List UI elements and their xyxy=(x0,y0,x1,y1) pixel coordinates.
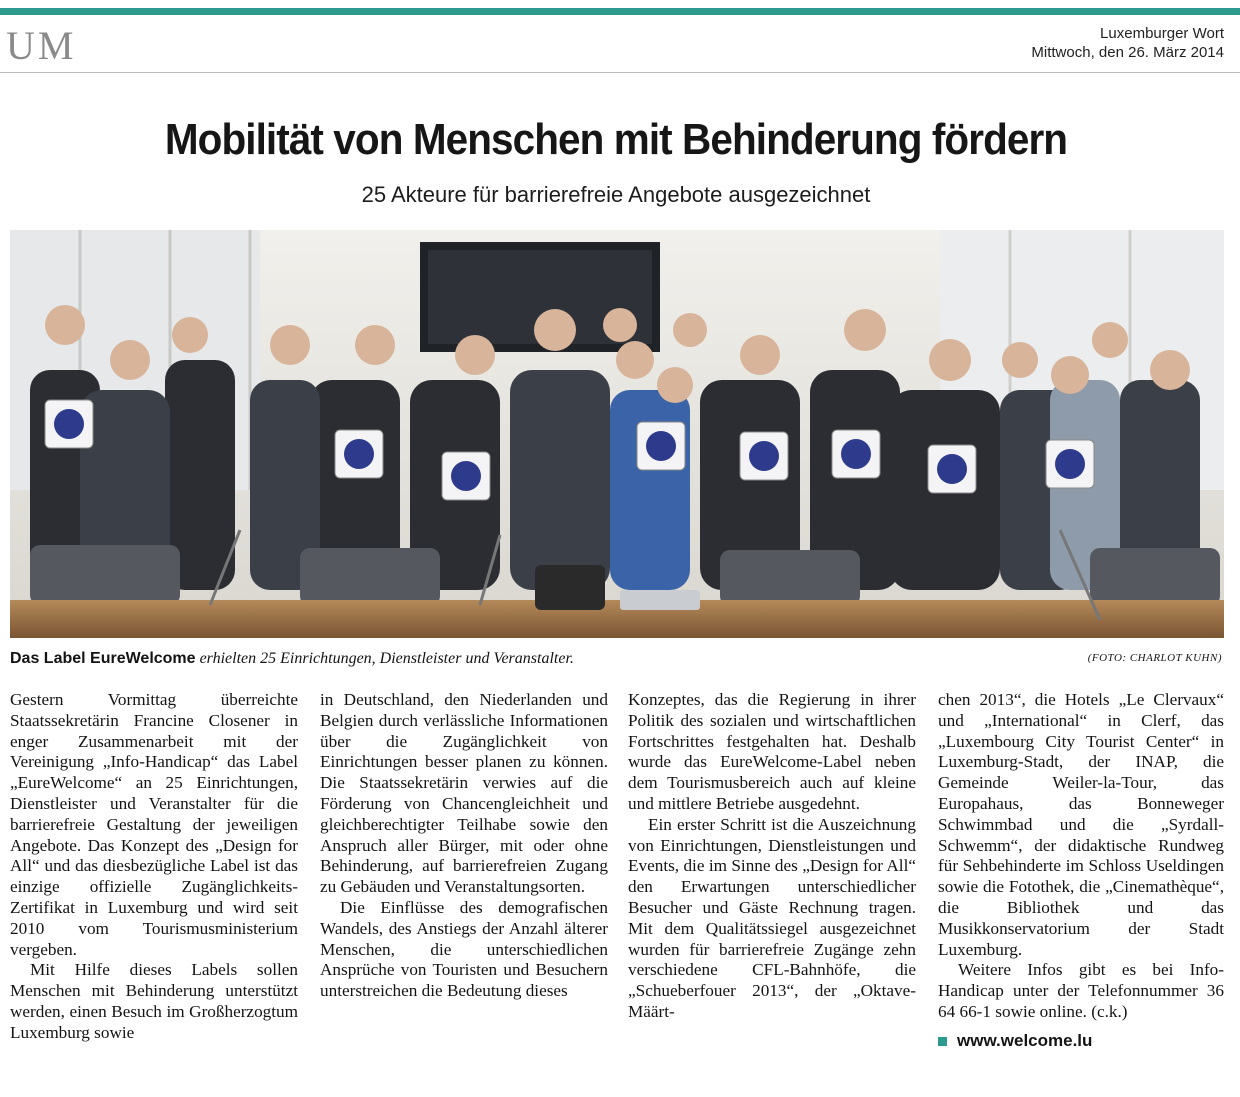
website-url[interactable]: www.welcome.lu xyxy=(957,1030,1093,1050)
paragraph: chen 2013“, die Hotels „Le Clervaux“ und „International“ in Clerf, das „Luxembourg City Tourist Center“ in Luxemburg-Stadt, der INAP, die Gemeinde Weiler-la-Tour, das Europahaus, das Bonneweger Schwimmbad und die „Syrdall-Schwemm“, der didaktische Rundweg für Sehbehinderte im Schloss Useldingen sowie die Fotothek, die „Cinemathèque“, die Bibliothek und das Musikkonservatorium der Stadt Luxemburg. xyxy=(938,690,1224,959)
article-column-3 xyxy=(628,690,916,1023)
accent-bar xyxy=(0,8,1240,15)
paragraph: Gestern Vormittag überreichte Staatssekretärin Francine Closener in enger Zusammenarbeit mit der Vereinigung „Info-Handicap“ das Label „EureWelcome“ an 25 Einrichtungen, Dienstleister und Veranstalter für die barrierefreie Gestaltung der jeweiligen Angebote. Das Konzept des „Design for All“ und das diesbezügliche Label ist das einzige offizielle Zugänglichkeits-Zertifikat in Luxemburg und wird seit 2010 vom Tourismusministerium vergeben. xyxy=(10,690,298,959)
paragraph: Ein erster Schritt ist die Auszeichnung von Einrichtungen, Dienstleistungen und Events, die im Sinne des „Design for All“ den Erwartungen unterschiedlicher Besucher und Gäste Rechnung tragen. Mit dem Qualitätssiegel ausgezeichnet wurden für barrierefreie Zugänge zehn verschiedene CFL-Bahnhöfe, die „Schueberfouer 2013“, der „Oktave-Määrt- xyxy=(628,814,916,1021)
photo-caption xyxy=(10,648,1010,670)
square-bullet-icon xyxy=(938,1037,947,1046)
headline: Mobilität von Menschen mit Behinderung fördern xyxy=(164,115,1068,164)
paper-name: Luxemburger Wort xyxy=(1100,25,1224,42)
paragraph: Weitere Infos gibt es bei Info-Handicap unter der Telefonnummer 36 64 66-1 sowie online. (c.k.) xyxy=(938,960,1224,1021)
issue-date: Mittwoch, den 26. März 2014 xyxy=(1031,44,1224,61)
masthead-info xyxy=(1031,24,1224,62)
paragraph: Konzeptes, das die Regierung in ihrer Politik des sozialen und wirtschaftlichen Fortschrittes festgehalten hat. Deshalb wurde das EureWelcome-Label neben dem Tourismusbereich auch auf kleine und mittlere Betriebe ausgedehnt. xyxy=(628,690,916,813)
caption-lead: Das Label EureWelcome xyxy=(10,650,196,667)
section-label: UM xyxy=(6,23,77,68)
article-column-4 xyxy=(938,690,1224,1052)
header-divider xyxy=(0,72,1240,73)
caption-text: erhielten 25 Einrichtungen, Dienstleister und Veranstalter. xyxy=(195,650,574,667)
paragraph: Mit Hilfe dieses Labels sollen Menschen mit Behinderung unterstützt werden, einen Besuch im Großherzogtum Luxemburg sowie xyxy=(10,960,298,1042)
photo-credit: (FOTO: CHARLOT KUHN) xyxy=(1087,652,1222,664)
article-column-1 xyxy=(10,690,298,1044)
group-photo xyxy=(10,230,1224,638)
subheadline: 25 Akteure für barrierefreie Angebote ausgezeichnet xyxy=(361,182,871,207)
paragraph: Die Einflüsse des demografischen Wandels, des Anstiegs der Anzahl älterer Menschen, die unterschiedlichen Ansprüche von Touristen und Besuchern unterstreichen die Bedeutung dieses xyxy=(320,897,608,1001)
article-column-2 xyxy=(320,690,608,1002)
website-link[interactable] xyxy=(938,1031,1224,1052)
paragraph: in Deutschland, den Niederlanden und Belgien durch verlässliche Informationen über die Zugänglichkeit von Einrichtungen besser planen zu können. Die Staatssekretärin verwies auf die Förderung von Chancengleichheit und gleichberechtigter Teilhabe sowie den Anspruch aller Bürger, mit oder ohne Behinderung, auf barrierefreien Zugang zu Gebäuden und Veranstaltungsorten. xyxy=(320,690,608,897)
